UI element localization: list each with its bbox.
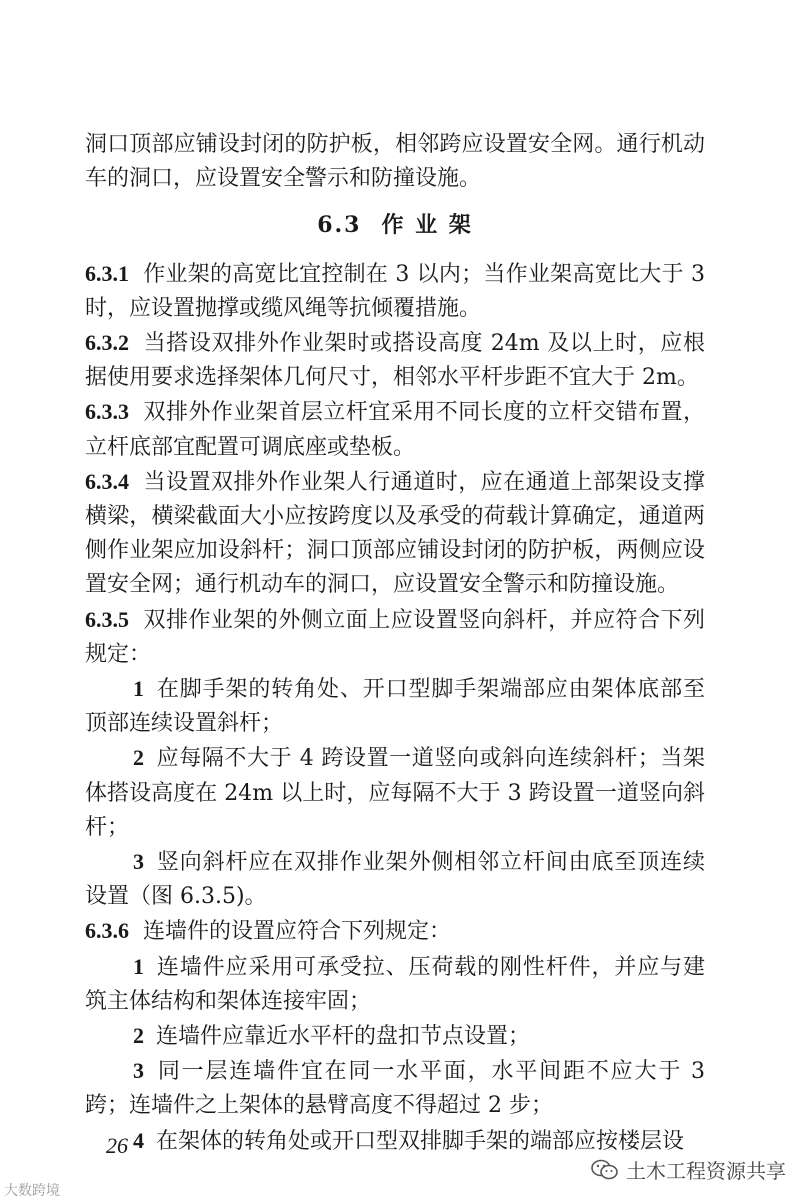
clause-text: 当设置双排外作业架人行通道时，应在通道上部架设支撑横梁，横梁截面大小应按跨度以及承受的荷载计算确定，通道两侧作业架应加设斜杆；洞口顶部应铺设封闭的防护板，两侧应设置安全网；通行机动车的洞口，应设置安全警示和防撞设施。: [85, 469, 705, 598]
clause-text: 连墙件的设置应符合下列规定：: [143, 919, 452, 945]
clause-text: 作业架的高宽比宜控制在 3 以内；当作业架高宽比大于 3 时，应设置抛撑或缆风绳等抗倾覆措施。: [85, 261, 705, 321]
clause-6-3-4: [85, 465, 705, 603]
clause-text: 双排作业架的外侧立面上应设置竖向斜杆，并应符合下列规定：: [85, 607, 705, 667]
page-number: 26: [106, 1133, 128, 1158]
list-item: [85, 1054, 705, 1123]
watermark-right: [590, 1155, 786, 1184]
clause-number: 6.3.3: [85, 399, 129, 425]
item-text: 竖向斜杆应在双排作业架外侧相邻立杆间由底至顶连续设置（图 6.3.5)。: [85, 850, 705, 910]
item-number: 2: [133, 1023, 144, 1049]
clause-number: 6.3.5: [85, 606, 129, 632]
clause-number: 6.3.1: [85, 260, 129, 286]
list-item: [85, 845, 705, 914]
section-heading: [85, 208, 705, 242]
clause-6-3-3: [85, 395, 705, 464]
item-text: 连墙件应靠近水平杆的盘扣节点设置；: [156, 1024, 531, 1050]
item-number: 1: [133, 676, 144, 702]
item-text: 应每隔不大于 4 跨设置一道竖向或斜向连续斜杆；当架体搭设高度在 24m 以上时，应每隔不大于 3 跨设置一道竖向斜杆；: [85, 746, 705, 840]
item-text: 在架体的转角处或开口型双排脚手架的端部应按楼层设: [156, 1128, 685, 1154]
clause-6-3-6: [85, 914, 705, 949]
document-body: [85, 128, 705, 1159]
section-title: 作 业 架: [381, 212, 473, 239]
clause-text: 双排外作业架首层立杆宜采用不同长度的立杆交错布置，立杆底部宜配置可调底座或垫板。: [85, 400, 705, 460]
item-number: 3: [133, 1058, 144, 1084]
list-item: [85, 1124, 705, 1159]
list-item: [85, 1019, 705, 1054]
list-item: [85, 741, 705, 845]
clause-6-3-1: [85, 257, 705, 326]
clause-text: 当搭设双排外作业架时或搭设高度 24m 及以上时，应根据使用要求选择架体几何尺寸，相邻水平杆步距不宜大于 2m。: [85, 331, 705, 391]
item-text: 连墙件应采用可承受拉、压荷载的刚性杆件，并应与建筑主体结构和架体连接牢固；: [85, 954, 705, 1014]
clause-6-3-5: [85, 603, 705, 672]
list-item: [85, 950, 705, 1019]
watermark-left: 大数跨境: [4, 1183, 60, 1199]
item-number: 2: [133, 745, 144, 771]
item-number: 4: [133, 1127, 144, 1153]
item-number: 1: [133, 953, 144, 979]
item-text: 在脚手架的转角处、开口型脚手架端部应由架体底部至顶部连续设置斜杆；: [85, 677, 705, 737]
list-item: [85, 672, 705, 741]
clause-number: 6.3.6: [85, 918, 129, 944]
item-number: 3: [133, 849, 144, 875]
item-text: 同一层连墙件宜在同一水平面，水平间距不应大于 3 跨；连墙件之上架体的悬臂高度不得超过 2 步；: [85, 1059, 705, 1119]
watermark-text: 土木工程资源共享: [626, 1159, 786, 1183]
intro-paragraph: 洞口顶部应铺设封闭的防护板，相邻跨应设置安全网。通行机动车的洞口，应设置安全警示和防撞设施。: [85, 132, 705, 192]
section-number: 6.3: [317, 212, 362, 239]
clause-6-3-2: [85, 326, 705, 395]
wechat-icon: [590, 1158, 620, 1182]
clause-number: 6.3.2: [85, 330, 129, 356]
clause-number: 6.3.4: [85, 468, 129, 494]
